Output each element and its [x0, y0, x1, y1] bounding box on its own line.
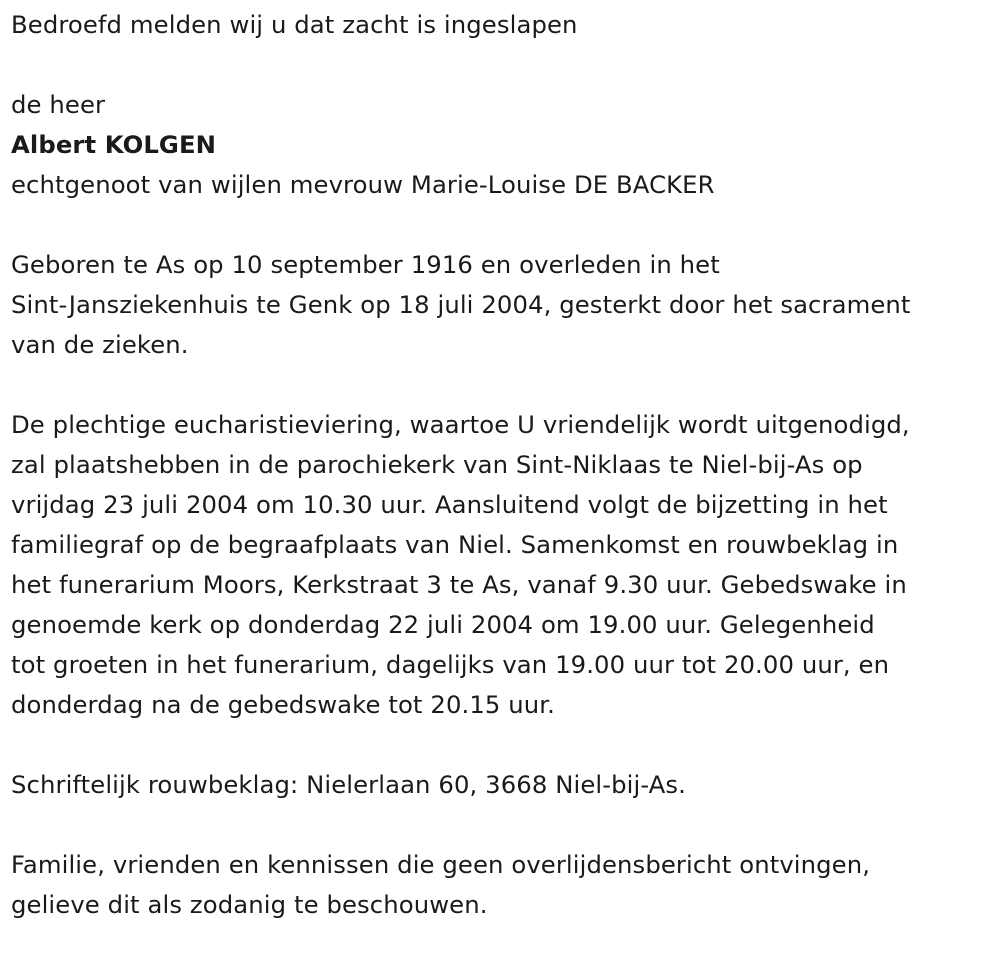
text-line: vrijdag 23 juli 2004 om 10.30 uur. Aansluitend volgt de bijzetting in het: [11, 490, 888, 519]
text-line: van de zieken.: [11, 330, 189, 359]
text-line: Sint-Jansziekenhuis te Genk op 18 juli 2004, gesterkt door het sacrament: [11, 290, 911, 319]
text-line: zal plaatshebben in de parochiekerk van Sint-Niklaas te Niel-bij-As op: [11, 450, 863, 479]
closing-paragraph: [11, 845, 996, 925]
spacer: [11, 725, 996, 765]
text-line: Familie, vrienden en kennissen die geen overlijdensbericht ontvingen,: [11, 850, 871, 879]
text-line: De plechtige eucharistieviering, waartoe U vriendelijk wordt uitgenodigd,: [11, 410, 910, 439]
spacer: [11, 365, 996, 405]
spacer: [11, 205, 996, 245]
birth-death-paragraph: [11, 245, 996, 365]
spacer: [11, 45, 996, 85]
text-line: Geboren te As op 10 september 1916 en overleden in het: [11, 250, 720, 279]
ceremony-paragraph: [11, 405, 996, 725]
text-line: gelieve dit als zodanig te beschouwen.: [11, 890, 488, 919]
text-line: genoemde kerk op donderdag 22 juli 2004 om 19.00 uur. Gelegenheid: [11, 610, 875, 639]
written-condolences: Schriftelijk rouwbeklag: Nielerlaan 60, 3668 Niel-bij-As.: [11, 770, 686, 799]
text-line: tot groeten in het funerarium, dagelijks van 19.00 uur tot 20.00 uur, en: [11, 650, 890, 679]
obituary-notice: [11, 5, 996, 925]
relation-line: echtgenoot van wijlen mevrouw Marie-Louise DE BACKER: [11, 170, 715, 199]
title-prefix: de heer: [11, 90, 106, 119]
text-line: donderdag na de gebedswake tot 20.15 uur.: [11, 690, 555, 719]
spacer: [11, 805, 996, 845]
text-line: het funerarium Moors, Kerkstraat 3 te As, vanaf 9.30 uur. Gebedswake in: [11, 570, 907, 599]
deceased-name: Albert KOLGEN: [11, 130, 217, 159]
text-line: familiegraf op de begraafplaats van Niel. Samenkomst en rouwbeklag in: [11, 530, 899, 559]
intro-line: Bedroefd melden wij u dat zacht is ingeslapen: [11, 10, 578, 39]
